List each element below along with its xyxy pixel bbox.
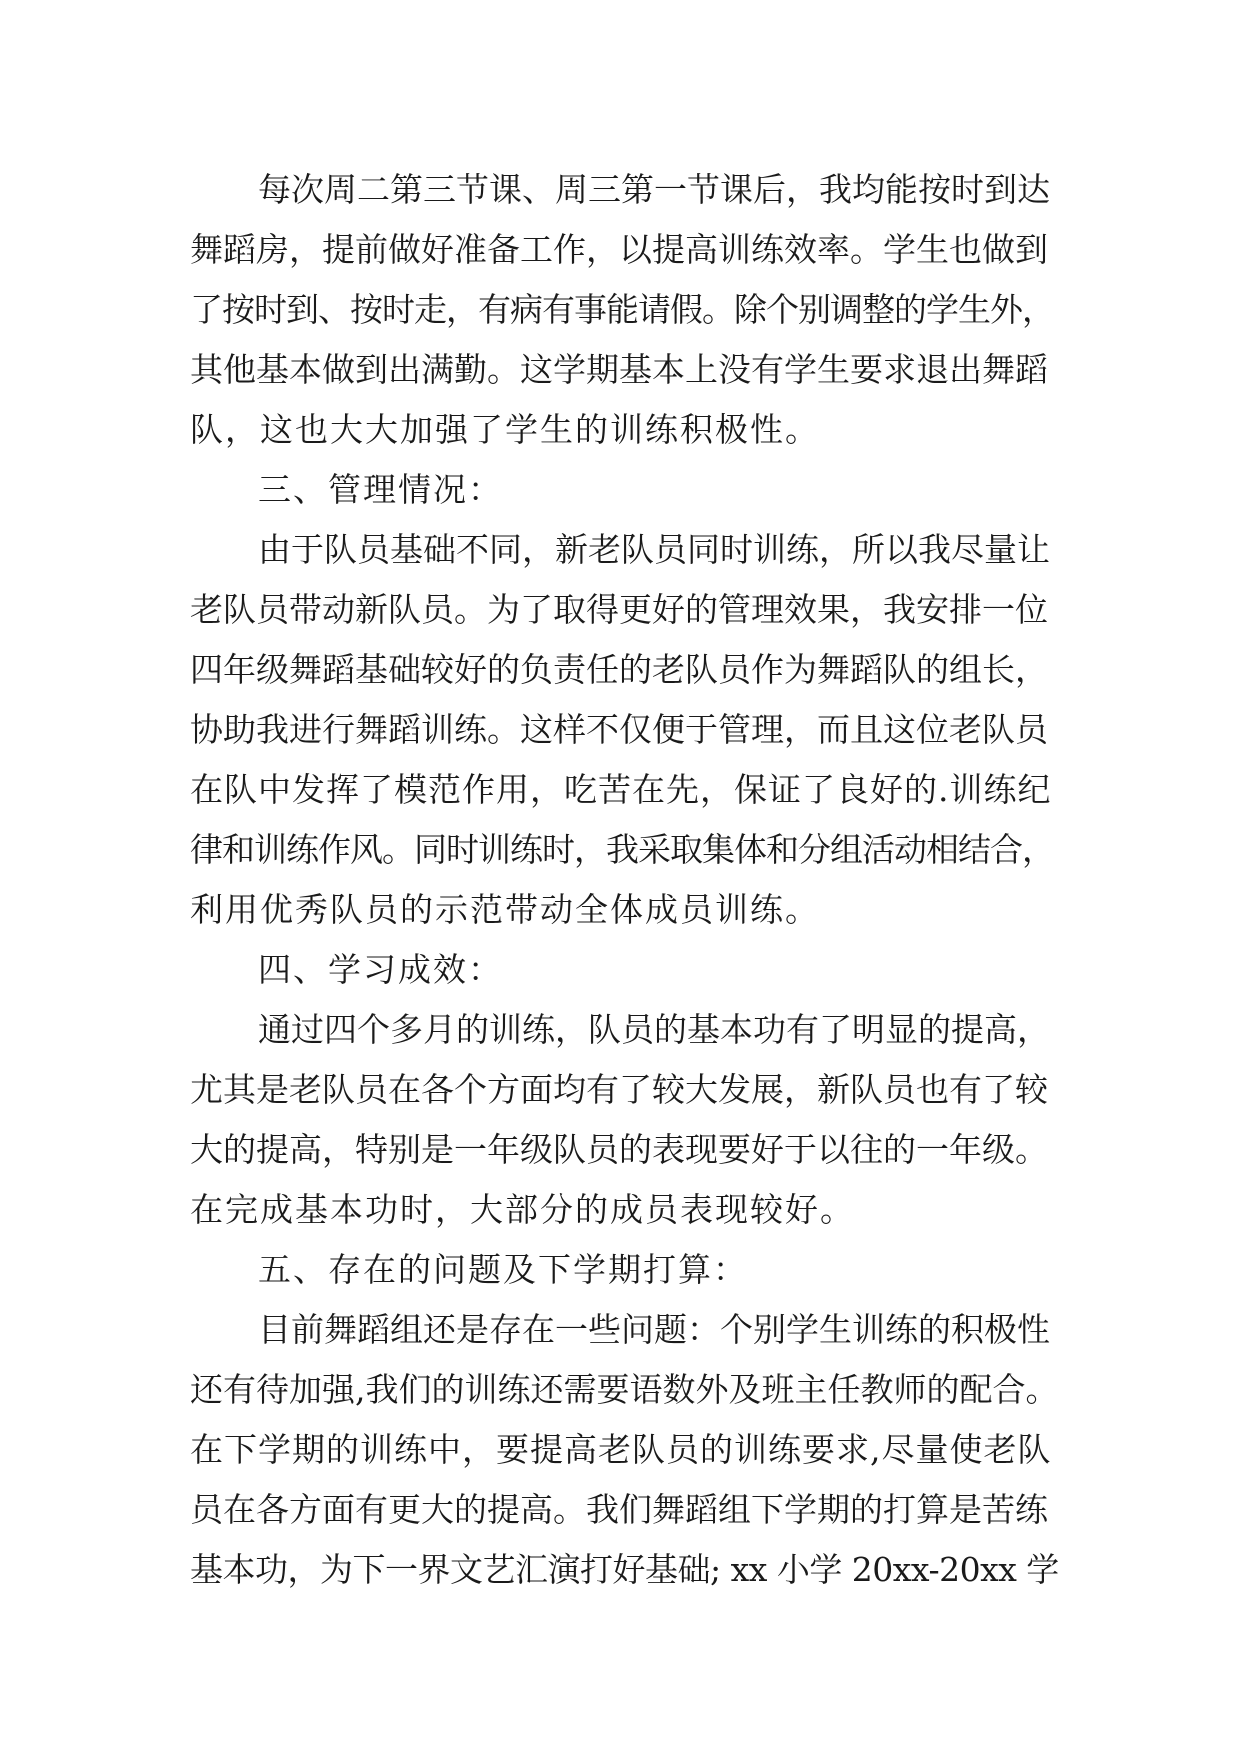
text-line: 其他基本做到出满勤。这学期基本上没有学生要求退出舞蹈 [190, 350, 1048, 389]
text-line: 由于队员基础不同，新老队员同时训练，所以我尽量让 [258, 530, 1050, 569]
text-line: 目前舞蹈组还是存在一些问题：个别学生训练的积极性 [258, 1310, 1050, 1349]
text-line: 队，这也大大加强了学生的训练积极性。 [190, 410, 820, 449]
text-line: 基本功，为下一界文艺汇演打好基础; xx 小学 20xx-20xx 学 [190, 1550, 1059, 1589]
document-body [190, 160, 1060, 1600]
text-line: 通过四个多月的训练，队员的基本功有了明显的提高， [258, 1010, 1050, 1049]
text-line: 了按时到、按时走，有病有事能请假。除个别调整的学生外， [190, 290, 1054, 329]
text-line: 老队员带动新队员。为了取得更好的管理效果，我安排一位 [190, 590, 1048, 629]
text-line: 大的提高，特别是一年级队员的表现要好于以往的一年级。 [190, 1130, 1048, 1169]
text-line: 在队中发挥了模范作用，吃苦在先，保证了良好的.训练纪 [190, 770, 1052, 809]
section-heading: 三、管理情况： [258, 470, 503, 509]
text-line: 协助我进行舞蹈训练。这样不仅便于管理，而且这位老队员 [190, 710, 1048, 749]
text-line: 在完成基本功时，大部分的成员表现较好。 [190, 1190, 855, 1229]
text-line: 四年级舞蹈基础较好的负责任的老队员作为舞蹈队的组长， [190, 650, 1048, 689]
text-line: 利用优秀队员的示范带动全体成员训练。 [190, 890, 820, 929]
text-line: 舞蹈房，提前做好准备工作，以提高训练效率。学生也做到 [190, 230, 1048, 269]
text-line: 员在各方面有更大的提高。我们舞蹈组下学期的打算是苦练 [190, 1490, 1048, 1529]
section-heading: 四、学习成效： [258, 950, 503, 989]
section-heading: 五、存在的问题及下学期打算： [258, 1250, 748, 1289]
text-line: 每次周二第三节课、周三第一节课后，我均能按时到达 [258, 170, 1050, 209]
text-line: 在下学期的训练中，要提高老队员的训练要求,尽量使老队 [190, 1430, 1052, 1469]
text-line: 还有待加强,我们的训练还需要语数外及班主任教师的配合。 [190, 1370, 1059, 1409]
text-line: 尤其是老队员在各个方面均有了较大发展，新队员也有了较 [190, 1070, 1048, 1109]
text-line: 律和训练作风。同时训练时，我采取集体和分组活动相结合， [190, 830, 1054, 869]
